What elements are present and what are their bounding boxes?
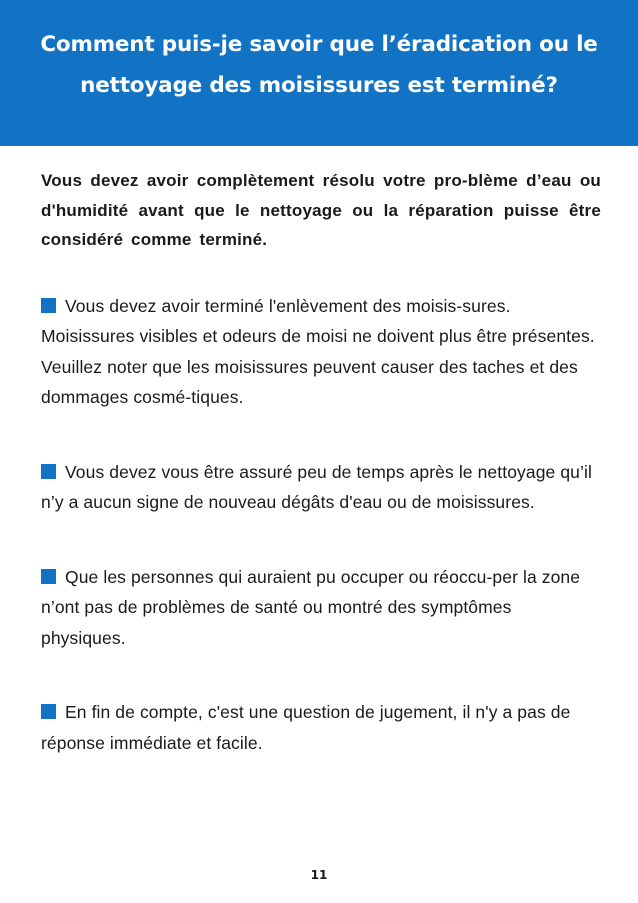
list-item bbox=[41, 457, 601, 518]
list-item-text: Vous devez vous être assuré peu de temps après le nettoyage qu’il n’y a aucun signe de nouveau dégâts d'eau ou de moisissures. bbox=[41, 461, 592, 512]
list-item-text: Vous devez avoir terminé l'enlèvement des moisis-sures. Moisissures visibles et odeurs de moisi ne doivent plus être présentes. Veuillez noter que les moisissures peuvent causer des taches et des dommages cosmé-tiques. bbox=[41, 295, 595, 407]
page-number: 11 bbox=[310, 868, 328, 882]
square-bullet-icon bbox=[41, 569, 56, 584]
list-item bbox=[41, 562, 601, 654]
square-bullet-icon bbox=[41, 298, 56, 313]
bullet-list bbox=[41, 291, 601, 759]
page-title: Comment puis-je savoir que l’éradication ou le nettoyage des moisissures est terminé? bbox=[40, 32, 598, 98]
list-item-text: En fin de compte, c'est une question de jugement, il n'y a pas de réponse immédiate et facile. bbox=[41, 702, 571, 753]
intro-paragraph: Vous devez avoir complètement résolu votre pro-blème d’eau ou d'humidité avant que le nettoyage ou la réparation puisse être considéré comme terminé. bbox=[41, 171, 601, 249]
list-item-text: Que les personnes qui auraient pu occuper ou réoccu-per la zone n’ont pas de problèmes de santé ou montré des symptômes physiques. bbox=[41, 566, 581, 648]
list-item bbox=[41, 697, 601, 758]
square-bullet-icon bbox=[41, 464, 56, 479]
main-content bbox=[41, 166, 601, 758]
header-banner bbox=[0, 0, 638, 146]
list-item bbox=[41, 291, 601, 413]
square-bullet-icon bbox=[41, 704, 56, 719]
